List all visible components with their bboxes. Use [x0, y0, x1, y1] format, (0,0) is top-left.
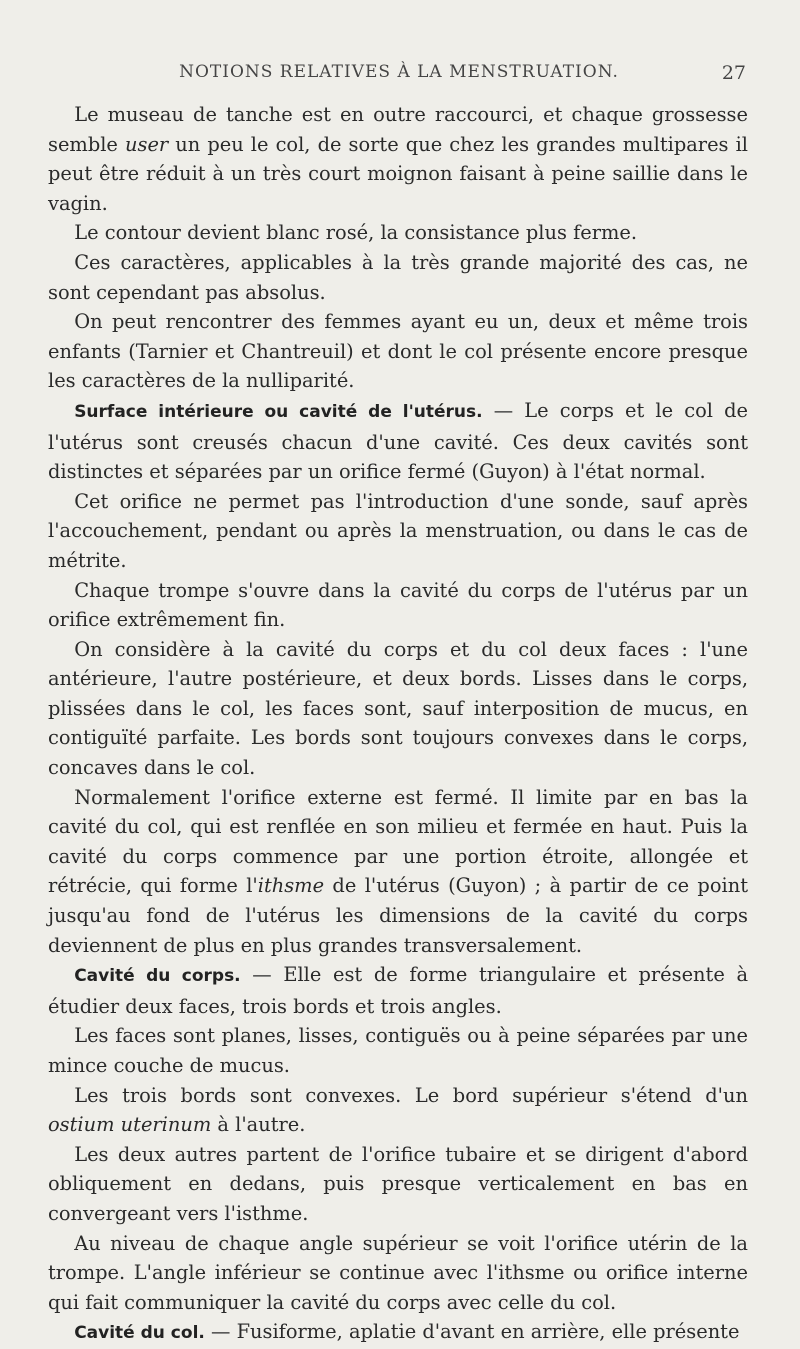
paragraph: [48, 1140, 748, 1229]
paragraph: [48, 100, 748, 218]
text-run: Chaque trompe s'ouvre dans la cavité du corps de l'utérus par un orifice extrêmement fin.: [48, 578, 748, 632]
text-run: Normalement l'orifice externe est fermé. Il limite par en bas la cavité du col, qui est renflée en son milieu et fermée en haut. Puis la cavité du corps commence par une portion étroite, allongée et rétrécie, qui forme l': [48, 785, 748, 898]
page-number: 27: [721, 62, 746, 84]
text-run: — Elle est de forme triangulaire et présente à étudier deux faces, trois bords et trois angles.: [48, 963, 749, 1018]
text-run: Le contour devient blanc rosé, la consistance plus ferme.: [74, 221, 638, 245]
paragraph: [48, 1081, 748, 1140]
text-run: On peut rencontrer des femmes ayant eu un, deux et même trois enfants (Tarnier et Chantreuil) et dont le col présente encore presque les caractères de la nulliparité.: [48, 310, 748, 393]
paragraph: [48, 576, 748, 635]
section-heading: Cavité du corps.: [74, 966, 241, 987]
text-run: Les trois bords sont convexes. Le bord supérieur s'étend d'un: [74, 1083, 748, 1107]
paragraph: [48, 635, 748, 783]
text-run: un peu le col, de sorte que chez les grandes multipares il peut être réduit à un très court moignon faisant à peine saillie dans le vagin.: [48, 132, 748, 215]
paragraph: [48, 960, 748, 1021]
section-heading: Surface intérieure ou cavité de l'utérus.: [74, 401, 483, 422]
paragraph: [48, 1317, 748, 1349]
section-heading: Cavité du col.: [74, 1323, 205, 1344]
text-run: Le museau de tanche est en outre raccourci, et chaque grossesse semble: [48, 103, 748, 156]
paragraph: [48, 783, 748, 961]
text-run: Ces caractères, applicables à la très grande majorité des cas, ne sont cependant pas absolus.: [48, 250, 748, 304]
paragraph: [48, 248, 748, 307]
paragraph: [48, 1021, 748, 1080]
text-run: — Le corps et le col de l'utérus sont creusés chacun d'une cavité. Ces deux cavités sont distinctes et séparées par un orifice fermé (Guyon) à l'état normal.: [48, 398, 748, 484]
paragraph: [48, 487, 748, 576]
italic-term: user: [125, 132, 169, 156]
paragraph: [48, 218, 748, 248]
text-run: Au niveau de chaque angle supérieur se voit l'orifice utérin de la trompe. L'angle inférieur se continue avec l'ithsme ou orifice interne qui fait communiquer la cavité du corps avec celle du col.: [48, 1231, 748, 1314]
text-run: à l'autre.: [211, 1113, 306, 1137]
body-text: [48, 100, 748, 1349]
italic-term: ostium uterinum: [48, 1113, 212, 1137]
text-run: Les faces sont planes, lisses, contiguës ou à peine séparées par une mince couche de mucus.: [48, 1024, 748, 1077]
paragraph: [48, 396, 748, 487]
running-title: NOTIONS RELATIVES À LA MENSTRUATION.: [179, 62, 619, 82]
text-run: — Fusiforme, aplatie d'avant en arrière, elle présente: [204, 1320, 740, 1344]
paragraph: [48, 1229, 748, 1318]
text-run: de l'utérus (Guyon) ; à partir de ce point jusqu'au fond de l'utérus les dimensions de la cavité du corps deviennent de plus en plus grandes transversalement.: [48, 874, 748, 957]
italic-term: ithsme: [257, 874, 325, 898]
running-header: [48, 62, 750, 86]
text-run: On considère à la cavité du corps et du col deux faces : l'une antérieure, l'autre postérieure, et deux bords. Lisses dans le corps, plissées dans le col, les faces sont, sauf interposition de mucus, en contiguïté parfaite. Les bords sont toujours convexes dans le corps, concaves dans le col.: [48, 637, 748, 780]
text-run: Les deux autres partent de l'orifice tubaire et se dirigent d'abord obliquement en dedans, puis presque verticalement en bas en convergeant vers l'isthme.: [48, 1142, 748, 1225]
paragraph: [48, 307, 748, 396]
text-run: Cet orifice ne permet pas l'introduction d'une sonde, sauf après l'accouchement, pendant ou après la menstruation, ou dans le cas de métrite.: [48, 489, 748, 572]
